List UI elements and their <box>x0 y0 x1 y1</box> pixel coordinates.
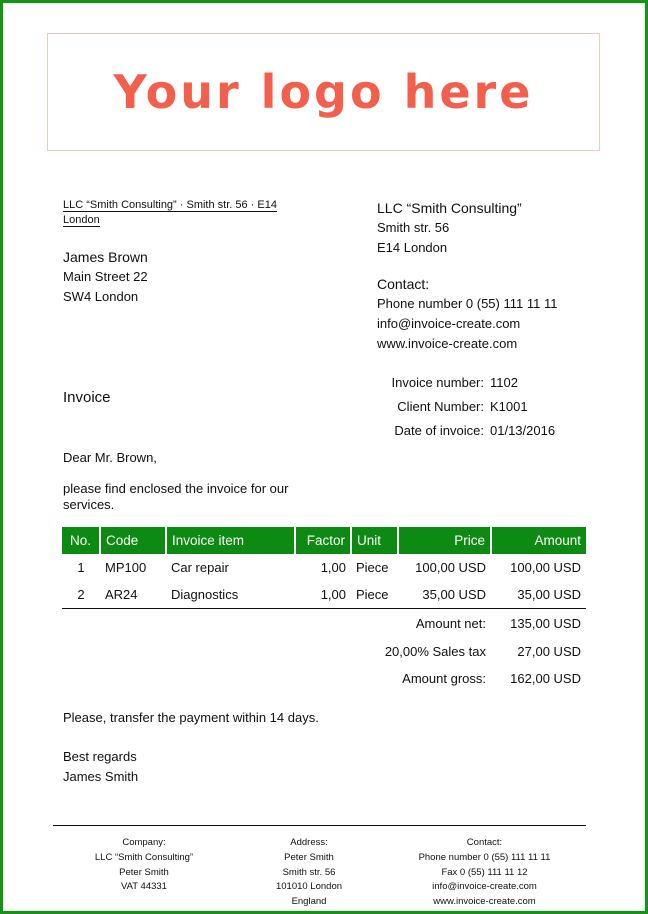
total-row <box>62 638 586 666</box>
footer-address <box>235 836 383 910</box>
cell-item: Diagnostics <box>166 581 295 609</box>
total-label: Amount gross: <box>402 671 486 687</box>
sender-return-address <box>63 198 308 228</box>
footer-contact-fax: Fax 0 (55) 111 11 12 <box>441 866 528 878</box>
invoice-title: Invoice <box>63 389 111 406</box>
meta-value: 1102 <box>490 374 518 390</box>
col-header-factor: Factor <box>295 527 351 554</box>
contact-phone: Phone number 0 (55) 111 11 11 <box>377 296 558 311</box>
closing <box>63 747 138 787</box>
footer-address-city: 101010 London <box>275 881 343 893</box>
total-value: 27,00 USD <box>517 643 581 659</box>
cell-amount: 100,00 USD <box>510 560 581 575</box>
invoice-meta <box>377 370 555 442</box>
col-header-code: Code <box>100 527 166 554</box>
invoice-items-table <box>62 527 586 609</box>
recipient-address <box>63 247 148 307</box>
footer-company-name: LLC “Smith Consulting” <box>94 851 194 863</box>
table-header-row <box>62 527 586 554</box>
footer-company-vat: VAT 44331 <box>121 881 167 893</box>
meta-value: K1001 <box>490 398 528 414</box>
meta-value: 01/13/2016 <box>490 422 556 438</box>
contact-email: info@invoice-create.com <box>377 316 521 331</box>
cell-factor: 1,00 <box>295 581 351 609</box>
company-address <box>377 198 522 258</box>
footer-company-person: Peter Smith <box>119 866 169 878</box>
footer-contact-phone: Phone number 0 (55) 111 11 11 <box>418 851 551 863</box>
cell-amount: 35,00 USD <box>491 581 586 609</box>
cell-code: AR24 <box>100 581 166 609</box>
sender-line-text: LLC “Smith Consulting” · Smith str. 56 · E14 London <box>63 199 277 226</box>
total-row <box>62 665 586 693</box>
meta-label: Client Number: <box>397 398 484 414</box>
totals-section <box>62 610 586 693</box>
meta-label: Date of invoice: <box>394 422 484 438</box>
footer-address-street: Smith str. 56 <box>282 866 336 878</box>
payment-note: Please, transfer the payment within 14 days. <box>63 710 319 725</box>
col-header-amount: Amount <box>491 527 586 554</box>
footer-company-label: Company: <box>122 837 166 848</box>
footer-contact-email: info@invoice-create.com <box>432 881 537 893</box>
cell-no: 1 <box>77 560 85 575</box>
meta-label: Invoice number: <box>391 374 484 390</box>
total-label: Amount net: <box>415 616 486 632</box>
footer-address-person: Peter Smith <box>284 851 334 863</box>
contact-label: Contact: <box>377 276 430 292</box>
recipient-street: Main Street 22 <box>63 269 148 284</box>
col-header-unit: Unit <box>351 527 398 554</box>
col-header-no: No. <box>62 527 100 554</box>
meta-row <box>377 418 555 442</box>
closing-regards: Best regards <box>63 749 137 764</box>
footer <box>53 836 586 910</box>
footer-address-country: England <box>291 896 327 908</box>
cell-price: 100,00 USD <box>415 560 486 575</box>
company-city: E14 London <box>377 240 448 255</box>
company-name: LLC “Smith Consulting” <box>377 200 522 216</box>
meta-row <box>377 370 555 394</box>
total-value: 162,00 USD <box>510 671 581 687</box>
table-row <box>62 554 586 581</box>
logo-text: Your logo here <box>113 65 534 119</box>
recipient-city: SW4 London <box>63 289 139 304</box>
footer-company <box>53 836 235 910</box>
col-header-item: Invoice item <box>166 527 295 554</box>
logo-placeholder <box>47 33 600 151</box>
recipient-name: James Brown <box>63 249 148 265</box>
table-row <box>62 581 586 609</box>
meta-row <box>377 394 555 418</box>
company-contact <box>377 274 557 354</box>
cell-no: 2 <box>62 581 100 609</box>
footer-contact-web: www.invoice-create.com <box>433 896 536 908</box>
cell-item: Car repair <box>171 560 229 575</box>
footer-contact-label: Contact: <box>466 837 503 848</box>
cell-unit: Piece <box>356 560 389 575</box>
footer-contact <box>383 836 586 910</box>
footer-divider <box>53 825 586 826</box>
footer-address-label: Address: <box>290 837 328 848</box>
cell-price: 35,00 USD <box>398 581 491 609</box>
company-street: Smith str. 56 <box>377 220 450 235</box>
col-header-price: Price <box>398 527 491 554</box>
greeting: Dear Mr. Brown, <box>63 450 157 465</box>
cell-code: MP100 <box>105 560 147 575</box>
cell-unit: Piece <box>351 581 398 609</box>
total-row <box>62 610 586 638</box>
intro-text: please find enclosed the invoice for our services. <box>63 481 289 512</box>
total-value: 135,00 USD <box>510 616 581 632</box>
cell-factor: 1,00 <box>320 560 346 575</box>
contact-web: www.invoice-create.com <box>377 336 518 351</box>
total-label: 20,00% Sales tax <box>384 643 486 659</box>
closing-signer: James Smith <box>63 769 139 784</box>
